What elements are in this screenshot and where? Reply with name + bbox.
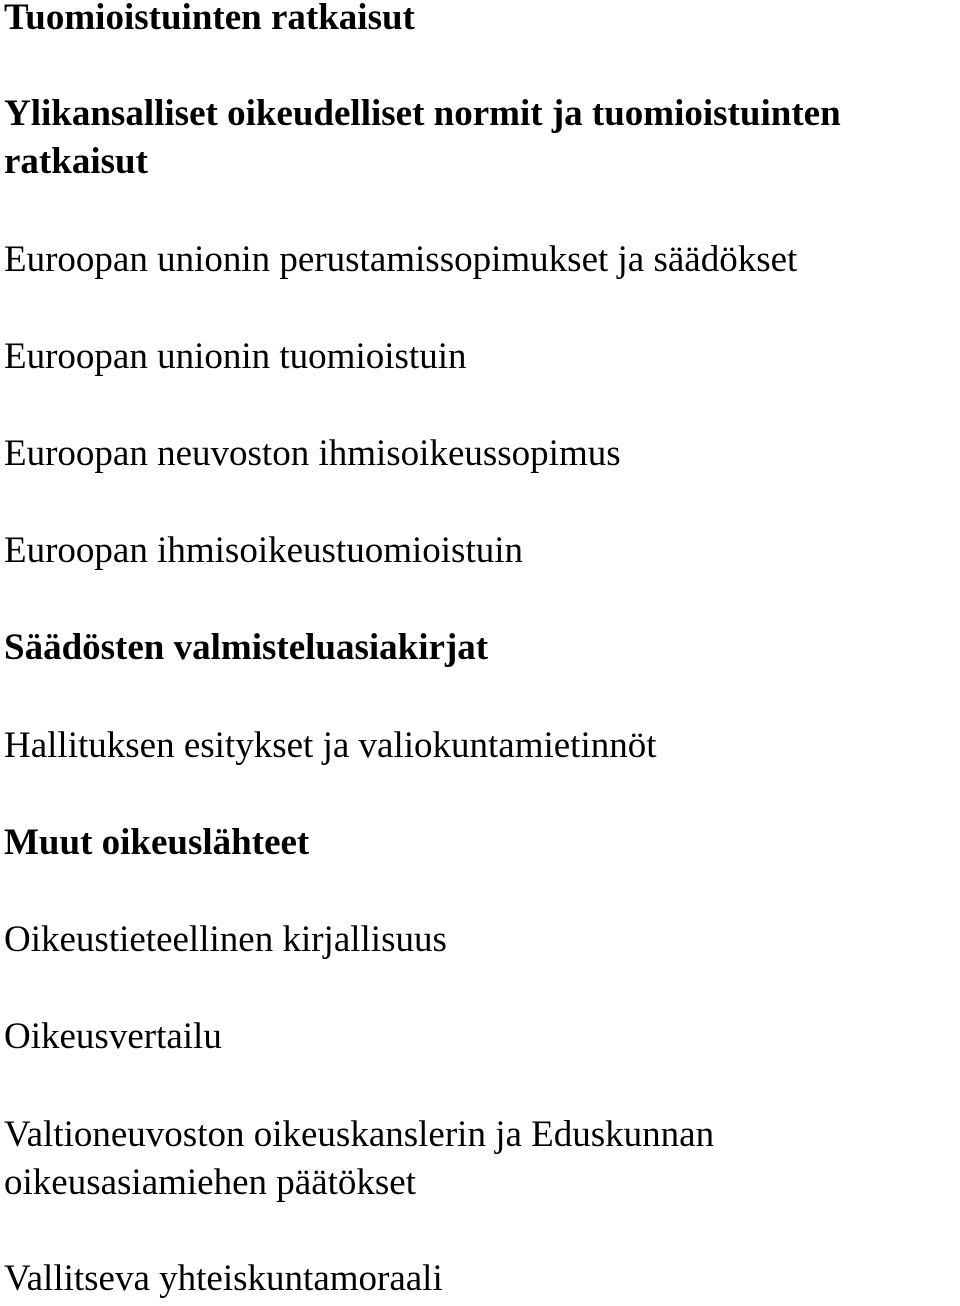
item-oikeuskansleri-line-1: Valtioneuvoston oikeuskanslerin ja Eduskunnan <box>4 1114 715 1155</box>
item-oikeusvertailu: Oikeusvertailu <box>4 1016 222 1057</box>
item-eu-tuomioistuin: Euroopan unionin tuomioistuin <box>4 336 467 377</box>
heading-muut-oikeuslahteet: Muut oikeuslähteet <box>4 822 310 863</box>
item-eu-perustamissopimukset: Euroopan unionin perustamissopimukset ja säädökset <box>4 239 798 280</box>
item-ihmisoikeustuomioistuin: Euroopan ihmisoikeustuomioistuin <box>4 530 524 571</box>
heading-tuomioistuinten-ratkaisut: Tuomioistuinten ratkaisut <box>4 0 415 38</box>
item-ihmisoikeussopimus: Euroopan neuvoston ihmisoikeussopimus <box>4 433 621 474</box>
heading-ylikansalliset-line-1: Ylikansalliset oikeudelliset normit ja tuomioistuinten <box>4 93 841 134</box>
item-oikeuskansleri-line-2: oikeusasiamiehen päätökset <box>4 1162 417 1203</box>
item-oikeustieteellinen-kirjallisuus: Oikeustieteellinen kirjallisuus <box>4 919 447 960</box>
heading-saadosten-valmisteluasiakirjat: Säädösten valmisteluasiakirjat <box>4 627 489 668</box>
heading-ylikansalliset-line-2: ratkaisut <box>4 141 148 182</box>
item-hallituksen-esitykset: Hallituksen esitykset ja valiokuntamietinnöt <box>4 725 657 766</box>
item-vallitseva-yhteiskuntamoraali: Vallitseva yhteiskuntamoraali <box>4 1258 443 1299</box>
